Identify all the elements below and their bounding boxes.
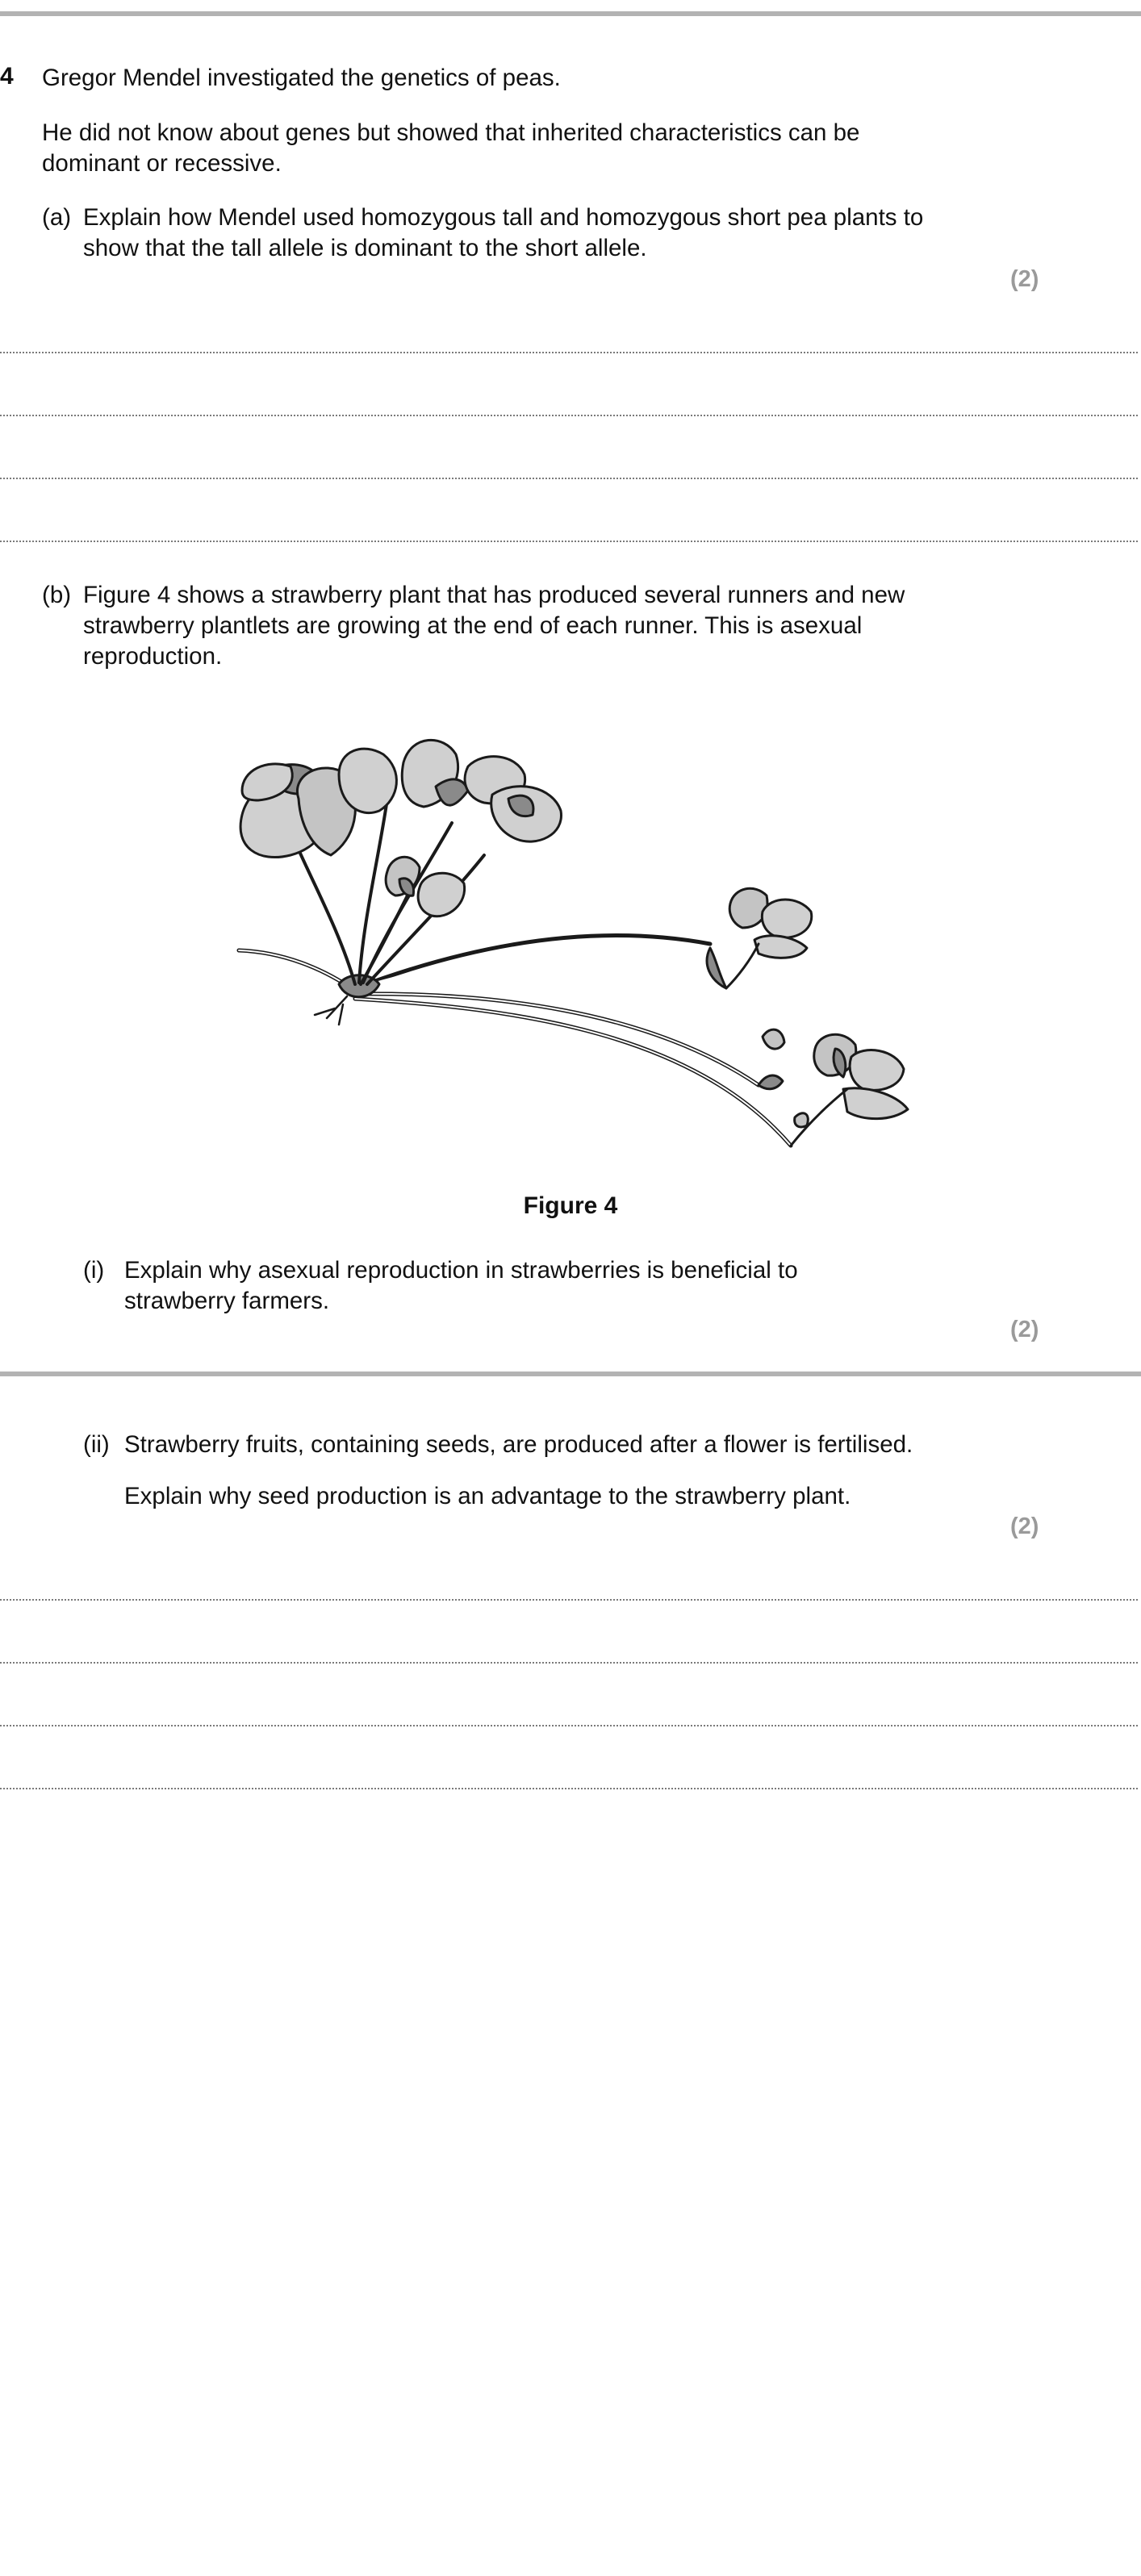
answer-line-a1[interactable]	[0, 352, 1138, 353]
part-b-ii-marks: (2)	[1010, 1513, 1039, 1539]
answer-line-a3[interactable]	[0, 478, 1138, 479]
part-b-ii-label: (ii)	[83, 1431, 110, 1458]
part-a-label: (a)	[42, 204, 72, 231]
question-context-line2: dominant or recessive.	[42, 150, 282, 177]
top-divider	[0, 11, 1141, 16]
part-b-text-line2: strawberry plantlets are growing at the end of each runner. This is asexual	[83, 612, 863, 639]
question-number: 4	[0, 63, 14, 90]
part-b-i-prompt-line2: strawberry farmers.	[124, 1288, 330, 1314]
part-b-i-marks: (2)	[1010, 1317, 1039, 1342]
part-a-prompt-line2: show that the tall allele is dominant to the short allele.	[83, 235, 647, 261]
part-b-text-line3: reproduction.	[83, 643, 223, 670]
part-a-prompt-line1: Explain how Mendel used homozygous tall and homozygous short pea plants to	[83, 204, 924, 231]
strawberry-plant-illustration	[210, 726, 936, 1178]
part-b-ii-prompt-line2: Explain why seed production is an advantage to the strawberry plant.	[124, 1483, 851, 1509]
answer-line-bii1[interactable]	[0, 1599, 1138, 1601]
part-a-marks: (2)	[1010, 266, 1039, 292]
answer-line-a4[interactable]	[0, 541, 1138, 542]
part-b-ii-prompt-line1: Strawberry fruits, containing seeds, are produced after a flower is fertilised.	[124, 1431, 913, 1458]
part-b-i-prompt-line1: Explain why asexual reproduction in strawberries is beneficial to	[124, 1257, 798, 1284]
part-b-label: (b)	[42, 582, 72, 608]
page-divider	[0, 1372, 1141, 1376]
answer-line-a2[interactable]	[0, 415, 1138, 416]
answer-line-bii4[interactable]	[0, 1788, 1138, 1789]
figure-caption: Figure 4	[523, 1192, 618, 1219]
question-intro: Gregor Mendel investigated the genetics of peas.	[42, 65, 561, 91]
answer-line-bii2[interactable]	[0, 1662, 1138, 1664]
question-context-line1: He did not know about genes but showed that inherited characteristics can be	[42, 119, 860, 146]
part-b-text-line1: Figure 4 shows a strawberry plant that has produced several runners and new	[83, 582, 905, 608]
part-b-i-label: (i)	[83, 1257, 105, 1284]
answer-line-bii3[interactable]	[0, 1725, 1138, 1726]
